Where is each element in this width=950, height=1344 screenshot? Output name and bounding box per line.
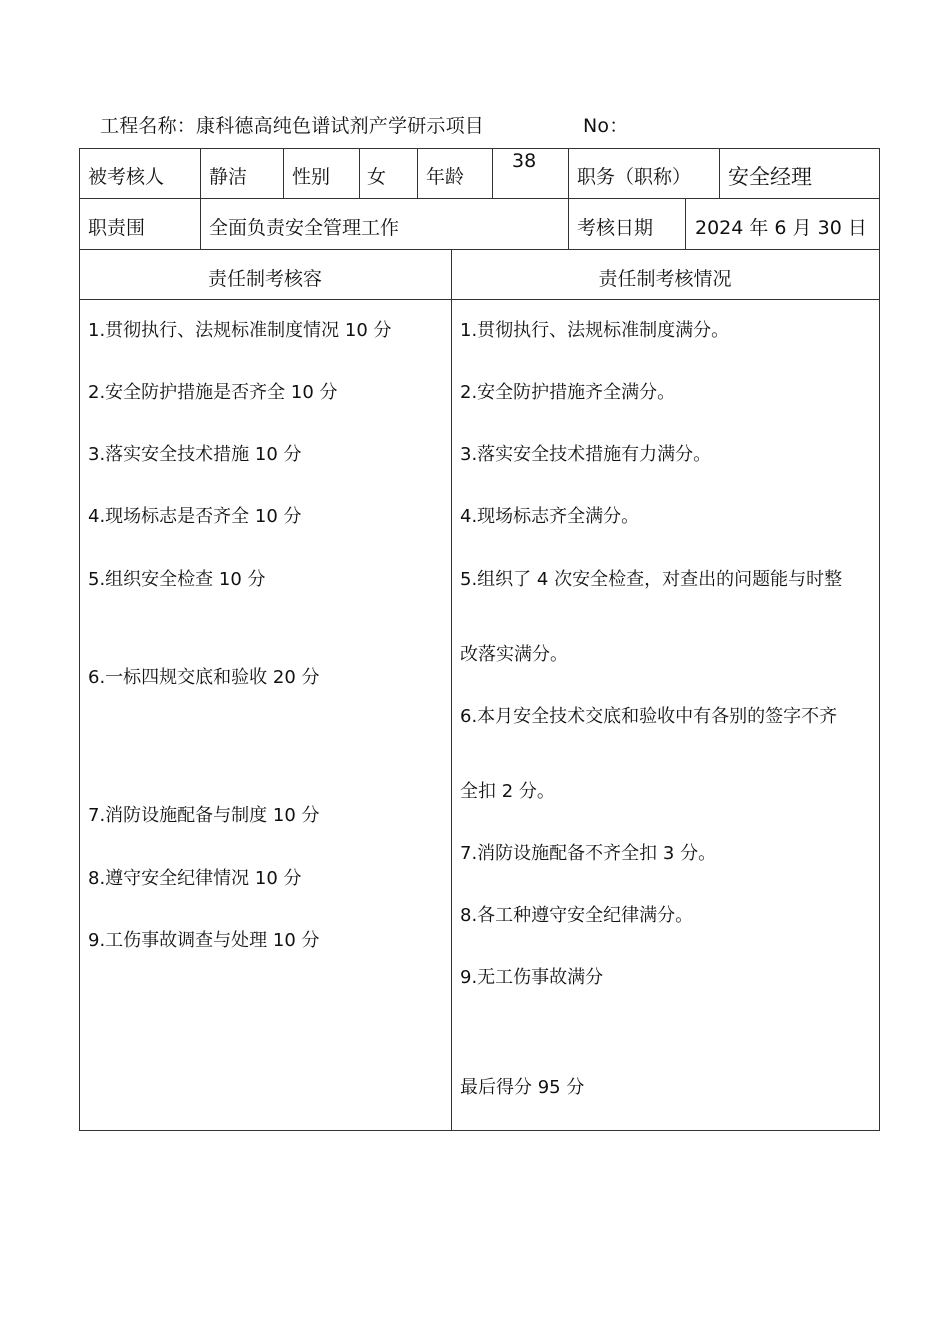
criteria-item: 2.安全防护措施是否齐全 10 分 [88,382,338,403]
assessment-date: 2024 年 6 月 30 日 [695,217,867,239]
criteria-item: 6.一标四规交底和验收 20 分 [88,667,320,688]
criteria-item: 7.消防设施配备与制度 10 分 [88,805,320,826]
table-col-divider [359,148,360,198]
criteria-item: 9.工伤事故调查与处理 10 分 [88,930,320,951]
result-item: 7.消防设施配备不齐全扣 3 分。 [460,843,717,864]
final-score: 最后得分 95 分 [460,1077,585,1098]
position-value: 安全经理 [728,165,812,189]
examinee-name: 静洁 [209,166,248,188]
result-item: 3.落实安全技术措施有力满分。 [460,444,712,465]
table-col-divider [417,148,418,198]
result-item: 6.本月安全技术交底和验收中有各别的签字不齐 [460,706,838,727]
result-item: 全扣 2 分。 [460,781,555,802]
examinee-label: 被考核人 [88,166,165,188]
result-item: 2.安全防护措施齐全满分。 [460,382,676,403]
assessment-table [79,148,880,1131]
table-border-left [79,148,80,1131]
gender-value: 女 [367,166,387,188]
table-border-right [879,148,880,1131]
table-row-divider [79,299,880,300]
right-column-header: 责任制考核情况 [598,268,732,290]
result-item: 改落实满分。 [460,644,568,665]
duty-value: 全面负责安全管理工作 [209,217,400,239]
criteria-item: 1.贯彻执行、法规标准制度情况 10 分 [88,320,392,341]
gender-label: 性别 [292,166,331,188]
result-item: 8.各工种遵守安全纪律满分。 [460,905,694,926]
document-header [100,111,629,138]
criteria-item: 4.现场标志是否齐全 10 分 [88,506,302,527]
criteria-item: 8.遵守安全纪律情况 10 分 [88,868,302,889]
left-column-header: 责任制考核容 [207,268,322,290]
result-item: 9.无工伤事故满分 [460,967,604,988]
position-label: 职务（职称） [577,166,692,188]
table-col-divider [200,148,201,249]
table-col-divider [492,148,493,198]
project-name: 工程名称：康科德高纯色谱试剂产学研示项目 [100,115,485,137]
date-label: 考核日期 [577,217,654,239]
table-col-divider [719,148,720,198]
table-col-divider [451,249,452,1131]
criteria-item: 5.组织安全检查 10 分 [88,569,266,590]
result-item: 1.贯彻执行、法规标准制度满分。 [460,320,730,341]
table-col-divider [283,148,284,198]
table-row-divider [79,249,880,250]
table-col-divider [568,148,569,249]
age-label: 年龄 [426,166,465,188]
table-col-divider [685,198,686,249]
age-value: 38 [512,150,537,172]
document-number-label: No： [583,115,629,137]
result-item: 5.组织了 4 次安全检查，对查出的问题能与时整 [460,569,843,590]
table-border-bottom [79,1130,880,1131]
duty-label: 职责围 [88,217,146,239]
result-item: 4.现场标志齐全满分。 [460,506,640,527]
criteria-item: 3.落实安全技术措施 10 分 [88,444,302,465]
